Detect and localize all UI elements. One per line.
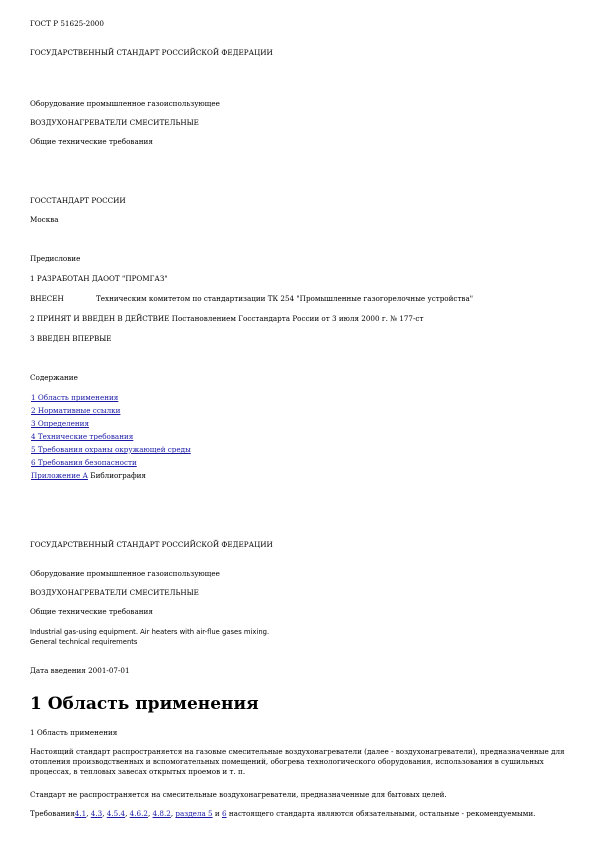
publisher: ГОССТАНДАРТ РОССИИ (30, 196, 126, 205)
ref-link-4-6-2[interactable]: 4.6.2 (129, 809, 148, 818)
preface-item-1: 1 РАЗРАБОТАН ДАООТ "ПРОМГАЗ" (30, 274, 168, 283)
paragraph-3-start: Требования (30, 809, 75, 818)
ref-link-4-8-2[interactable]: 4.8.2 (152, 809, 171, 818)
preface-item-3: 3 ВВЕДЕН ВПЕРВЫЕ (30, 334, 112, 343)
section-1-subheading: 1 Область применения (30, 728, 118, 737)
toc-appendix-row (31, 472, 146, 481)
ref-link-section-5[interactable]: раздела 5 (175, 809, 213, 818)
toc-link-appendix-a[interactable]: Приложение А (31, 471, 88, 480)
title-line-2: ВОЗДУХОНАГРЕВАТЕЛИ СМЕСИТЕЛЬНЫЕ (30, 118, 199, 127)
state-standard-header-1: ГОСУДАРСТВЕННЫЙ СТАНДАРТ РОССИЙСКОЙ ФЕДЕРАЦИИ (30, 48, 273, 57)
toc-link-scope[interactable]: 1 Область применения (31, 393, 119, 402)
ref-link-4-1[interactable]: 4.1 (74, 809, 87, 818)
toc-link-normative-references[interactable]: 2 Нормативные ссылки (31, 406, 121, 415)
title2-line-2: ВОЗДУХОНАГРЕВАТЕЛИ СМЕСИТЕЛЬНЫЕ (30, 588, 199, 597)
ref-link-4-3[interactable]: 4.3 (90, 809, 103, 818)
section-1-heading: 1 Область применения (30, 694, 259, 714)
toc-heading: Содержание (30, 373, 78, 382)
toc-link-technical-requirements[interactable]: 4 Технические требования (31, 432, 134, 441)
title2-line-1: Оборудование промышленное газоиспользующее (30, 569, 220, 578)
section-1-paragraph-2: Стандарт не распространяется на смесительные воздухонагреватели, предназначенные для бытовых целей. (30, 790, 447, 799)
toc-link-definitions[interactable]: 3 Определения (31, 419, 90, 428)
english-title-line-2: General technical requirements (30, 638, 138, 646)
toc-appendix-text: Библиография (90, 471, 146, 480)
ref-link-6[interactable]: 6 (222, 809, 227, 818)
section-1-paragraph-3: Требования4.1, 4.3, 4.5.4, 4.6.2, 4.8.2, раздела 5 и 6 настоящего стандарта являются обязательными, остальные - рекомендуемыми. (30, 809, 536, 818)
introduction-date: Дата введения 2001-07-01 (30, 666, 130, 675)
document-id: ГОСТ Р 51625-2000 (30, 19, 104, 28)
title-line-1: Оборудование промышленное газоиспользующее (30, 99, 220, 108)
toc-link-safety-requirements[interactable]: 6 Требования безопасности (31, 458, 137, 467)
paragraph-3-end: настоящего стандарта являются обязательными, остальные - рекомендуемыми. (228, 809, 536, 818)
section-1-paragraph-1: Настоящий стандарт распространяется на газовые смесительные воздухонагреватели (далее - воздухонагреватели), предназначенные для отопления производственных и вспомогательных помещений, обогрева технологического оборудования, использования в сушильных процессах, в тепловых завесах открытых проемов и т. п. (30, 747, 565, 776)
paragraph-3-and: и (214, 809, 220, 818)
title2-line-3: Общие технические требования (30, 607, 153, 616)
preface-heading: Предисловие (30, 254, 81, 263)
english-title-line-1: Industrial gas-using equipment. Air heaters with air-flue gases mixing. (30, 628, 270, 636)
preface-introduced-text: Техническим комитетом по стандартизации ТК 254 "Промышленные газогорелочные устройства" (96, 294, 474, 303)
city: Москва (30, 215, 59, 224)
toc-link-environmental-requirements[interactable]: 5 Требования охраны окружающей среды (31, 445, 191, 454)
preface-item-2-rest: Постановлением Госстандарта России от 3 июля 2000 г. № 177-ст (171, 314, 424, 323)
preface-introduced-label: ВНЕСЕН (30, 294, 64, 303)
state-standard-header-2: ГОСУДАРСТВЕННЫЙ СТАНДАРТ РОССИЙСКОЙ ФЕДЕРАЦИИ (30, 540, 273, 549)
preface-item-2 (30, 315, 423, 324)
preface-item-2-bold: 2 ПРИНЯТ И ВВЕДЕН В ДЕЙСТВИЕ (30, 314, 170, 323)
ref-link-4-5-4[interactable]: 4.5.4 (106, 809, 126, 818)
title-line-3: Общие технические требования (30, 137, 153, 146)
